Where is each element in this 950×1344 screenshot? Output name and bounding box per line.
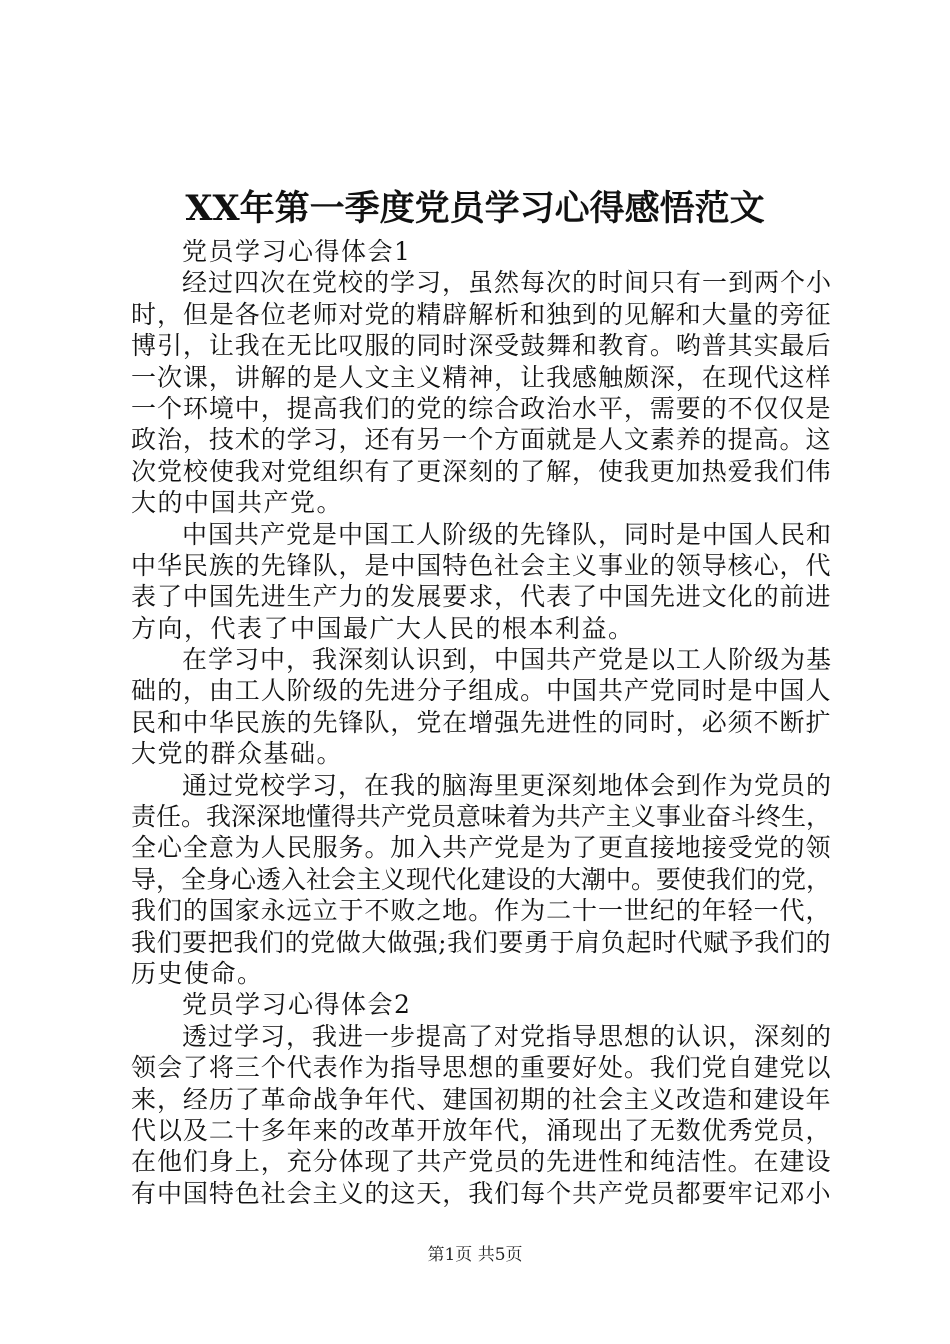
page-footer: 第1页 共5页 — [427, 1245, 523, 1265]
text-line: 时，但是各位老师对党的精辟解析和独到的见解和大量的旁征 — [131, 299, 831, 329]
text-line: 责任。我深深地懂得共产党员意味着为共产主义事业奋斗终生， — [131, 802, 832, 832]
text-line: 导，全身心透入社会主义现代化建设的大潮中。要使我们的党， — [131, 864, 832, 894]
text-line: 一个环境中，提高我们的党的综合政治水平，需要的不仅仅是 — [131, 393, 831, 423]
text-line: 博引，让我在无比叹服的同时深受鼓舞和教育。哟普其实最后 — [131, 331, 831, 361]
text-line: 领会了将三个代表作为指导思想的重要好处。我们党自建党以 — [131, 1053, 831, 1083]
text-line: 通过党校学习，在我的脑海里更深刻地体会到作为党员的 — [182, 770, 833, 800]
document-title: XX年第一季度党员学习心得感悟范文 — [185, 188, 765, 229]
text-line: 在他们身上，充分体现了共产党员的先进性和纯洁性。在建设 — [131, 1147, 831, 1177]
text-line: 历史使命。 — [131, 958, 264, 988]
text-line: 我们要把我们的党做大做强;我们要勇于肩负起时代赋予我们的 — [131, 927, 831, 957]
text-line: 全心全意为人民服务。加入共产党是为了更直接地接受党的领 — [131, 833, 831, 863]
text-line: 中华民族的先锋队，是中国特色社会主义事业的领导核心，代 — [131, 550, 831, 580]
text-line: 我们的国家永远立于不败之地。作为二十一世纪的年轻一代， — [131, 896, 831, 926]
text-line: 透过学习，我进一步提高了对党指导思想的认识，深刻的 — [182, 1021, 833, 1051]
text-line: 来，经历了革命战争年代、建国初期的社会主义改造和建设年 — [131, 1084, 831, 1114]
text-line: 大的中国共产党。 — [131, 488, 344, 518]
text-line: 代以及二十多年来的改革开放年代，涌现出了无数优秀党员， — [131, 1115, 831, 1145]
text-line: 一次课，讲解的是人文主义精神，让我感触颇深，在现代这样 — [131, 362, 831, 392]
text-line: 在学习中，我深刻认识到，中国共产党是以工人阶级为基 — [182, 645, 833, 675]
text-line: 经过四次在党校的学习，虽然每次的时间只有一到两个小 — [182, 268, 833, 298]
text-line: 党员学习心得体会1 — [182, 237, 412, 266]
text-line: 表了中国先进生产力的发展要求，代表了中国先进文化的前进 — [131, 582, 831, 612]
text-line: 方向，代表了中国最广大人民的根本利益。 — [131, 613, 635, 643]
text-line: 党员学习心得体会2 — [182, 990, 412, 1020]
text-line: 政治，技术的学习，还有另一个方面就是人文素养的提高。这 — [131, 425, 831, 455]
text-line: 有中国特色社会主义的这天，我们每个共产党员都要牢记邓小 — [131, 1178, 831, 1208]
text-line: 民和中华民族的先锋队，党在增强先进性的同时，必须不断扩 — [131, 707, 831, 737]
text-line: 础的，由工人阶级的先进分子组成。中国共产党同时是中国人 — [131, 676, 831, 706]
text-line: 中国共产党是中国工人阶级的先锋队，同时是中国人民和 — [182, 519, 833, 549]
text-line: 大党的群众基础。 — [131, 739, 344, 769]
document-body — [131, 236, 831, 1209]
text-line: 次党校使我对党组织有了更深刻的了解，使我更加热爱我们伟 — [131, 456, 831, 486]
